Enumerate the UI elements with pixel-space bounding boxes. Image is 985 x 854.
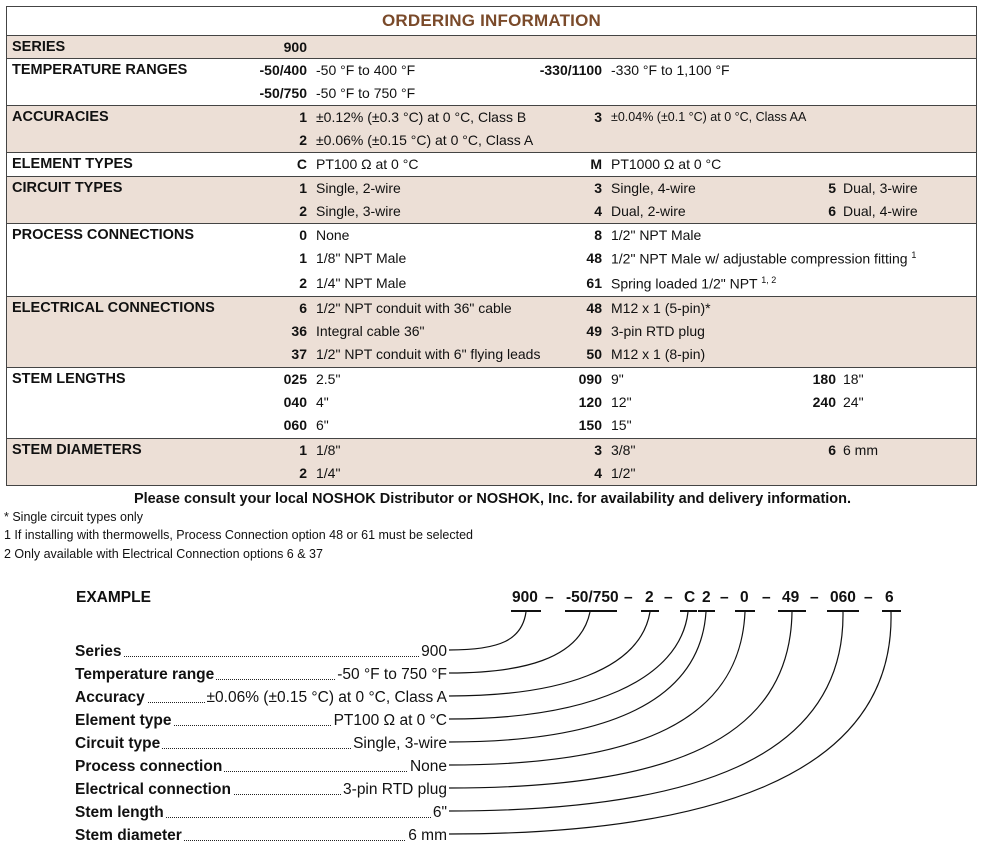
- option-desc: Dual, 4-wire: [843, 203, 918, 219]
- example-code-stem-diameter: 6: [885, 589, 894, 606]
- example-row-label: Series: [75, 643, 122, 660]
- example-row-label: Electrical connection: [75, 781, 231, 798]
- example-row-value: Single, 3-wire: [353, 735, 447, 752]
- example-row-stem-length: [75, 800, 447, 822]
- option-code: 240: [812, 394, 836, 410]
- footnote-1: 1 If installing with thermowells, Process Connection option 48 or 61 must be selected: [4, 528, 473, 542]
- section-label: CIRCUIT TYPES: [12, 180, 123, 196]
- option-code: 48: [586, 300, 602, 316]
- example-row-value: ±0.06% (±0.15 °C) at 0 °C, Class A: [206, 689, 447, 706]
- example-row-value: -50 °F to 750 °F: [337, 666, 447, 683]
- option-desc: 1/2": [611, 465, 636, 481]
- option-desc: M12 x 1 (8-pin): [611, 346, 706, 362]
- example-row-value: PT100 Ω at 0 °C: [333, 712, 447, 729]
- option-desc: 6": [316, 417, 329, 433]
- example-code-process: 0: [740, 589, 749, 606]
- example-row-temperature: [75, 662, 447, 684]
- example-code-dash: –: [720, 589, 729, 606]
- option-desc: -50 °F to 750 °F: [316, 85, 416, 101]
- option-code: -50/400: [259, 62, 307, 78]
- option-desc: PT100 Ω at 0 °C: [316, 156, 419, 172]
- example-code-dash: –: [762, 589, 771, 606]
- section-label: SERIES: [12, 39, 66, 55]
- section-label: ELECTRICAL CONNECTIONS: [12, 300, 215, 316]
- option-code: 49: [586, 323, 602, 339]
- option-desc: ±0.06% (±0.15 °C) at 0 °C, Class A: [316, 132, 534, 148]
- example-code-series: 900: [512, 589, 538, 606]
- example-row-value: 3-pin RTD plug: [343, 781, 447, 798]
- option-code: 4: [594, 465, 602, 481]
- leader-dots: [75, 656, 447, 657]
- option-desc: 9": [611, 371, 624, 387]
- example-code-accuracy: 2: [645, 589, 654, 606]
- option-desc: ±0.04% (±0.1 °C) at 0 °C, Class AA: [611, 110, 807, 124]
- connector-accuracy: [449, 612, 650, 696]
- section-label: TEMPERATURE RANGES: [12, 62, 188, 78]
- example-row-label: Temperature range: [75, 666, 215, 683]
- example-code-stem-length: 060: [830, 589, 856, 606]
- connector-series: [449, 612, 526, 650]
- example-row-electrical: [75, 777, 447, 799]
- option-code: 50: [586, 346, 602, 362]
- option-code: 1: [299, 442, 307, 458]
- example-heading: EXAMPLE: [76, 589, 151, 606]
- option-desc: Single, 4-wire: [611, 180, 696, 196]
- option-code: 040: [283, 394, 307, 410]
- option-code: 3: [594, 442, 602, 458]
- option-code: C: [296, 156, 307, 172]
- option-desc-text: Spring loaded 1/2" NPT: [611, 275, 758, 292]
- option-code: 1: [299, 250, 307, 266]
- option-desc-text: 1/2" NPT Male w/ adjustable compression fitting: [611, 250, 908, 267]
- option-code: 3: [594, 109, 602, 125]
- example-row-value: None: [409, 758, 447, 775]
- option-desc: Dual, 3-wire: [843, 180, 918, 196]
- option-code: 0: [299, 227, 307, 243]
- option-desc: -50 °F to 400 °F: [316, 62, 416, 78]
- option-desc: -330 °F to 1,100 °F: [611, 62, 730, 78]
- option-desc: 1/8" NPT Male: [316, 250, 407, 266]
- option-code: 3: [594, 180, 602, 196]
- footnote-ref: 1: [911, 250, 917, 260]
- option-code: 6: [299, 300, 307, 316]
- example-row-label: Element type: [75, 712, 172, 729]
- example-row-label: Process connection: [75, 758, 223, 775]
- availability-notice: Please consult your local NOSHOK Distributor or NOSHOK, Inc. for availability and delivery information.: [133, 491, 852, 507]
- example-row-label: Stem diameter: [75, 827, 182, 844]
- option-code: M: [590, 156, 602, 172]
- example-code-circuit: 2: [702, 589, 711, 606]
- example-code-dash: –: [664, 589, 673, 606]
- option-code: 180: [812, 371, 836, 387]
- option-desc: 12": [611, 394, 632, 410]
- section-label: ELEMENT TYPES: [12, 156, 133, 172]
- option-desc: 1/4": [316, 465, 341, 481]
- option-code: 900: [283, 39, 307, 55]
- example-code-electrical: 49: [782, 589, 800, 606]
- option-code: 2: [299, 203, 307, 219]
- footnote-ref: 1, 2: [761, 275, 777, 285]
- example-row-accuracy: [75, 685, 447, 707]
- option-code: -50/750: [259, 85, 307, 101]
- example-row-label: Circuit type: [75, 735, 161, 752]
- section-label: ACCURACIES: [12, 109, 109, 125]
- example-code-dash: –: [810, 589, 819, 606]
- option-desc: None: [316, 227, 350, 243]
- example-code-dash: –: [864, 589, 873, 606]
- footnote-2: 2 Only available with Electrical Connection options 6 & 37: [4, 547, 323, 561]
- option-desc: 1/8": [316, 442, 341, 458]
- option-desc: 15": [611, 417, 632, 433]
- option-desc: 18": [843, 371, 864, 387]
- option-desc: 1/4" NPT Male: [316, 275, 407, 291]
- example-row-label: Stem length: [75, 804, 164, 821]
- connector-temperature: [449, 612, 590, 673]
- option-code: 61: [586, 275, 602, 291]
- section-label: STEM DIAMETERS: [12, 442, 142, 458]
- option-desc: 3/8": [611, 442, 636, 458]
- connector-stem-length: [449, 612, 843, 811]
- example-code-dash: –: [624, 589, 633, 606]
- option-desc: 1/2" NPT conduit with 6" flying leads: [316, 346, 541, 362]
- option-code: 2: [299, 465, 307, 481]
- example-row-element: [75, 708, 447, 730]
- option-code: -330/1100: [539, 62, 602, 78]
- option-code: 36: [291, 323, 307, 339]
- option-desc: M12 x 1 (5-pin)*: [611, 300, 711, 316]
- option-code: 48: [586, 250, 602, 266]
- option-code: 060: [283, 417, 307, 433]
- example-row-value: 6 mm: [408, 827, 447, 844]
- example-row-circuit: [75, 731, 447, 753]
- example-code-element: C: [684, 589, 696, 606]
- option-desc: 4": [316, 394, 329, 410]
- option-desc: 6 mm: [843, 442, 878, 458]
- example-row-value: 6": [432, 804, 447, 821]
- example-code-dash: –: [545, 589, 554, 606]
- option-code: 6: [828, 442, 836, 458]
- connector-element: [449, 612, 688, 719]
- example-row-series: [75, 639, 447, 661]
- example-row-process: [75, 754, 447, 776]
- example-code-temperature: -50/750: [566, 589, 619, 606]
- option-desc: PT1000 Ω at 0 °C: [611, 156, 722, 172]
- section-label: PROCESS CONNECTIONS: [12, 227, 195, 243]
- option-desc: Integral cable 36": [316, 323, 425, 339]
- example-row-label: Accuracy: [75, 689, 145, 706]
- option-desc: Single, 2-wire: [316, 180, 401, 196]
- option-code: 1: [299, 180, 307, 196]
- example-row-value: 900: [421, 643, 447, 660]
- connector-stem-diameter: [449, 612, 891, 834]
- option-desc: Single, 3-wire: [316, 203, 401, 219]
- option-code: 37: [291, 346, 307, 362]
- option-code: 2: [299, 275, 307, 291]
- option-code: 5: [828, 180, 836, 196]
- option-desc: 2.5": [316, 371, 341, 387]
- connector-circuit: [449, 612, 706, 742]
- option-desc: 3-pin RTD plug: [611, 323, 705, 339]
- section-label: STEM LENGTHS: [12, 371, 126, 387]
- option-desc: 1/2" NPT conduit with 36" cable: [316, 300, 512, 316]
- option-code: 6: [828, 203, 836, 219]
- option-desc: Dual, 2-wire: [611, 203, 686, 219]
- connector-process: [449, 612, 745, 765]
- option-code: 120: [578, 394, 602, 410]
- option-desc: 24": [843, 394, 864, 410]
- connector-electrical: [449, 612, 792, 788]
- option-code: 2: [299, 132, 307, 148]
- footnote-star: * Single circuit types only: [4, 510, 143, 524]
- option-desc: ±0.12% (±0.3 °C) at 0 °C, Class B: [316, 109, 527, 125]
- option-desc: 1/2" NPT Male: [611, 227, 702, 243]
- option-code: 090: [578, 371, 602, 387]
- option-code: 4: [594, 203, 602, 219]
- example-row-stem-diameter: [75, 823, 447, 845]
- option-code: 025: [283, 371, 307, 387]
- option-code: 8: [594, 227, 602, 243]
- option-code: 1: [299, 109, 307, 125]
- table-title: ORDERING INFORMATION: [7, 7, 976, 36]
- option-code: 150: [578, 417, 602, 433]
